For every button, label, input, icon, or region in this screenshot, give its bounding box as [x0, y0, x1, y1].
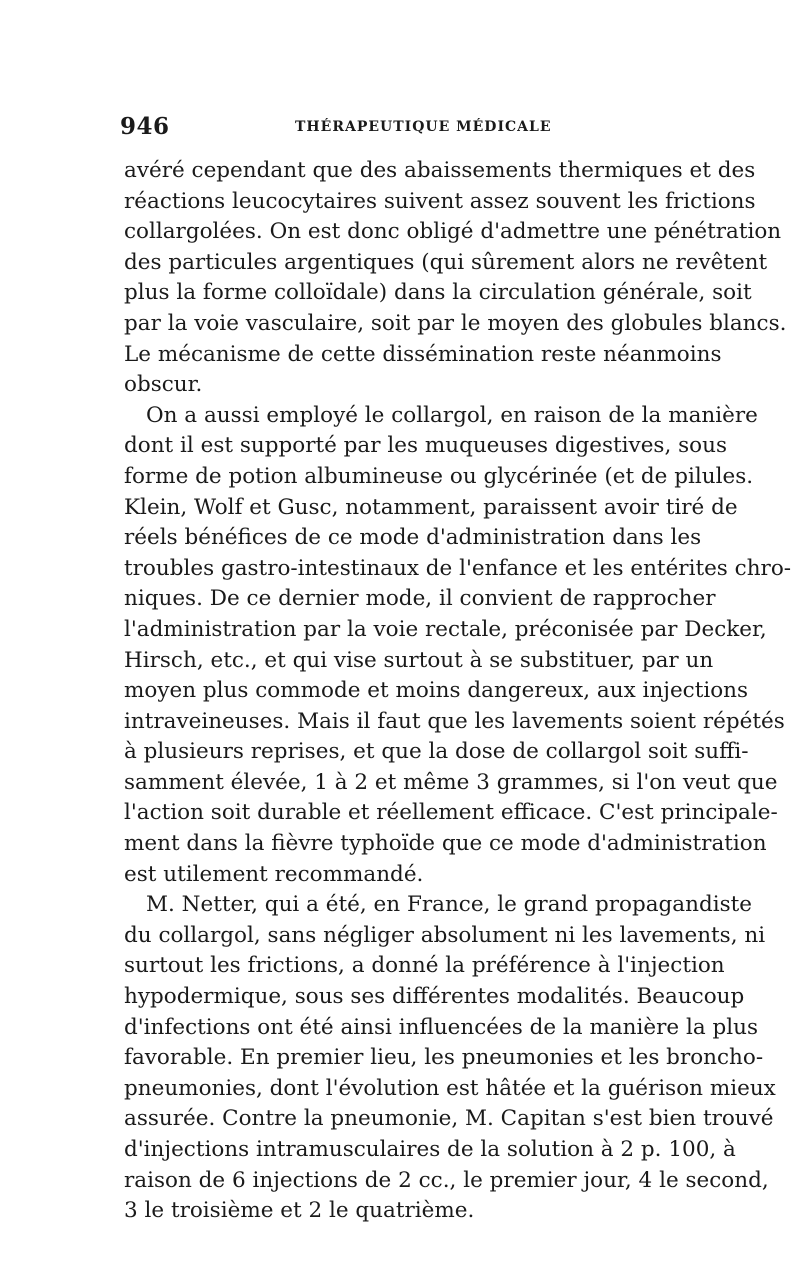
text-line: ment dans la fièvre typhoïde que ce mode d'administration [124, 831, 767, 857]
text-line: favorable. En premier lieu, les pneumonies et les broncho- [124, 1045, 764, 1071]
text-line: d'injections intramusculaires de la solution à 2 p. 100, à [124, 1137, 736, 1162]
text-line: avéré cependant que des abaissements thermiques et des [124, 158, 756, 183]
text-line: 3 le troisième et 2 le quatrième. [124, 1198, 475, 1224]
text-line: niques. De ce dernier mode, il convient de rapprocher [124, 586, 716, 612]
text-line: collargolées. On est donc obligé d'admettre une pénétration [124, 219, 782, 245]
text-line: des particules argentiques (qui sûrement alors ne revêtent [124, 249, 768, 275]
text-line: Hirsch, etc., et qui vise surtout à se substituer, par un [124, 647, 714, 673]
text-line: moyen plus commode et moins dangereux, aux injections [124, 678, 749, 704]
text-line: est utilement recommandé. [124, 861, 424, 887]
text-line: assurée. Contre la pneumonie, M. Capitan s'est bien trouvé [124, 1106, 774, 1132]
page-number: 946 [120, 113, 170, 140]
text-line: d'infections ont été ainsi influencées de la manière la plus [124, 1014, 758, 1040]
text-line: hypodermique, sous ses différentes modalités. Beaucoup [124, 984, 745, 1010]
text-line: pneumonies, dont l'évolution est hâtée et la guérison mieux [124, 1075, 776, 1101]
text-line: réactions leucocytaires suivent assez souvent les frictions [124, 188, 756, 214]
paragraph-start-line: On a aussi employé le collargol, en raison de la manière [146, 402, 758, 428]
text-line: par la voie vasculaire, soit par le moyen des globules blancs. [124, 310, 787, 336]
text-line: dont il est supporté par les muqueuses digestives, sous [124, 433, 727, 459]
page-header [120, 113, 685, 143]
text-line: plus la forme colloïdale) dans la circulation générale, soit [124, 280, 752, 306]
text-line: du collargol, sans négliger absolument ni les lavements, ni [124, 922, 766, 948]
text-line: Klein, Wolf et Gusc, notamment, paraissent avoir tiré de [124, 494, 738, 520]
text-line: forme de potion albumineuse ou glycérinée (et de pilules. [124, 463, 754, 489]
text-line: l'administration par la voie rectale, préconisée par Decker, [124, 616, 767, 642]
text-line: surtout les frictions, a donné la préférence à l'injection [124, 953, 725, 979]
text-line: Le mécanisme de cette dissémination reste néanmoins [124, 341, 722, 367]
running-title: THÉRAPEUTIQUE MÉDICALE [295, 119, 552, 135]
text-line: à plusieurs reprises, et que la dose de collargol soit suffi- [124, 739, 749, 765]
text-line: obscur. [124, 372, 203, 398]
body-text [124, 156, 792, 1227]
text-line: l'action soit durable et réellement efficace. C'est principale- [124, 800, 778, 826]
text-line: raison de 6 injections de 2 cc., le premier jour, 4 le second, [124, 1167, 769, 1193]
paragraph-start-line: M. Netter, qui a été, en France, le grand propagandiste [146, 892, 752, 918]
text-line: intraveineuses. Mais il faut que les lavements soient répétés [124, 708, 785, 734]
text-line: troubles gastro-intestinaux de l'enfance et les entérites chro- [124, 555, 792, 581]
text-line: samment élevée, 1 à 2 et même 3 grammes, si l'on veut que [124, 769, 778, 795]
text-line: réels bénéfices de ce mode d'administration dans les [124, 525, 702, 551]
